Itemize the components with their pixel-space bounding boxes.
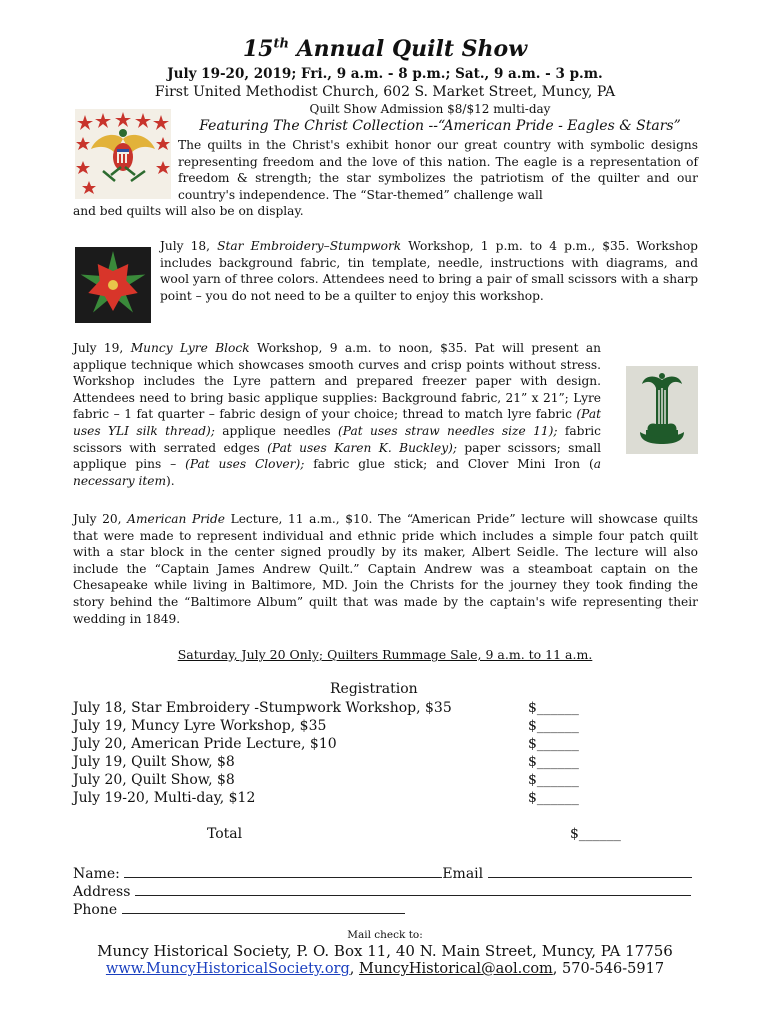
lyre-block-image (626, 366, 698, 454)
contact-line (0, 961, 770, 977)
email-link[interactable]: MuncyHistorical@aol.com (358, 961, 553, 977)
registration-amount-field[interactable]: $______ (528, 790, 579, 806)
name-field[interactable] (124, 863, 442, 878)
registration-item-label: July 19, Muncy Lyre Workshop, $35 (73, 718, 327, 734)
phone-label: Phone (73, 902, 118, 918)
registration-item-label: July 20, Quilt Show, $8 (73, 772, 235, 788)
registration-row (73, 772, 613, 790)
registration-title: Registration (330, 681, 418, 697)
separator: , (349, 961, 359, 977)
total-amount-field[interactable]: $______ (570, 826, 621, 842)
phone-number: , 570-546-5917 (552, 961, 665, 977)
registration-amount-field[interactable]: $______ (528, 772, 579, 788)
website-link[interactable]: www.MuncyHistoricalSociety.org (105, 961, 350, 977)
american-pride-lecture: July 20, American Pride Lecture, 11 a.m., $10. The “American Pride” lecture will showcase quilts that were made to represent individual and ethnic pride which includes a simple four patch quilt with a star block in the center signed proudly by its maker, Albert Seidle. The lecture will also include the “Captain James Andrew Quilt.” Captain Andrew was a steamboat captain on the Chesapeake while living in Baltimore, MD. Join the Christs for the journey they took finding the story behind the “Baltimore Album” quilt that was made by the captain's wife representing their wedding in 1849. (73, 512, 698, 626)
registration-amount-field[interactable]: $______ (528, 718, 579, 734)
star-embroidery-image (75, 247, 151, 323)
registration-item-label: July 19-20, Multi-day, $12 (73, 790, 256, 806)
registration-row (73, 700, 613, 718)
intro-paragraph-end: and bed quilts will also be on display. (73, 204, 304, 218)
featuring-line: Featuring The Christ Collection --“American Pride - Eagles & Stars” (199, 118, 681, 134)
star-embroidery-workshop: July 18, Star Embroidery–Stumpwork Workshop, 1 p.m. to 4 p.m., $35. Workshop includes background fabric, tin template, needle, instructions with diagrams, and wool yarn of three colors. Attendees need to bring a pair of small scissors with a sharp point – you do not need to be a quilter to enjoy this workshop. (160, 239, 698, 303)
name-email-row (73, 863, 692, 882)
registration-amount-field[interactable]: $______ (528, 736, 579, 752)
admission-info: Quilt Show Admission $8/$12 multi-day (309, 102, 551, 116)
registration-amount-field[interactable]: $______ (528, 754, 579, 770)
lyre-workshop: July 19, Muncy Lyre Block Workshop, 9 a.m. to noon, $35. Pat will present an applique technique which showcases smooth curves and crisp points without stress. Workshop includes the Lyre pattern and prepared freezer paper with design. Attendees need to bring basic applique supplies: Background fabric, 21” x 21”; Lyre fabric – 1 fat quarter – fabric design of your choice; thread to match lyre fabric (Pat uses YLI silk thread); applique needles (Pat uses straw needles size 11); fabric scissors with serrated edges (Pat uses Karen K. Buckley); paper scissors; small applique pins – (Pat uses Clover); fabric glue stick; and Clover Mini Iron (a necessary item). (73, 341, 602, 488)
address-row (73, 881, 691, 900)
registration-item-label: July 19, Quilt Show, $8 (73, 754, 235, 770)
email-label: Email (442, 866, 484, 882)
rummage-sale-notice: Saturday, July 20 Only; Quilters Rummage Sale, 9 a.m. to 11 a.m. (177, 647, 593, 662)
society-address: Muncy Historical Society, P. O. Box 11, 40 N. Main Street, Muncy, PA 17756 (97, 942, 673, 960)
email-field[interactable] (488, 863, 692, 878)
registration-row (73, 790, 613, 808)
mail-check-label: Mail check to: (347, 929, 423, 941)
registration-item-label: July 20, American Pride Lecture, $10 (73, 736, 337, 752)
registration-item-label: July 18, Star Embroidery -Stumpwork Workshop, $35 (73, 700, 452, 716)
eagle-stars-quilt-image (75, 109, 171, 199)
registration-row (73, 718, 613, 736)
address-label: Address (73, 884, 131, 900)
phone-row (73, 899, 405, 918)
registration-row (73, 754, 613, 772)
address-field[interactable] (135, 881, 691, 896)
registration-row (73, 736, 613, 754)
show-dates: July 19-20, 2019; Fri., 9 a.m. - 8 p.m.; Sat., 9 a.m. - 3 p.m. (167, 66, 603, 82)
name-label: Name: (73, 866, 120, 882)
phone-field[interactable] (122, 899, 405, 914)
show-venue: First United Methodist Church, 602 S. Market Street, Muncy, PA (154, 84, 616, 100)
page-title: 15th Annual Quilt Show (242, 36, 528, 62)
registration-amount-field[interactable]: $______ (528, 700, 579, 716)
total-label: Total (207, 826, 243, 842)
intro-paragraph: The quilts in the Christ's exhibit honor our great country with symbolic designs representing freedom and the love of this nation. The eagle is a representation of freedom & strength; the star symbolizes the patriotism of the quilter and our country's independence. The “Star-themed” challenge wall (178, 138, 698, 202)
